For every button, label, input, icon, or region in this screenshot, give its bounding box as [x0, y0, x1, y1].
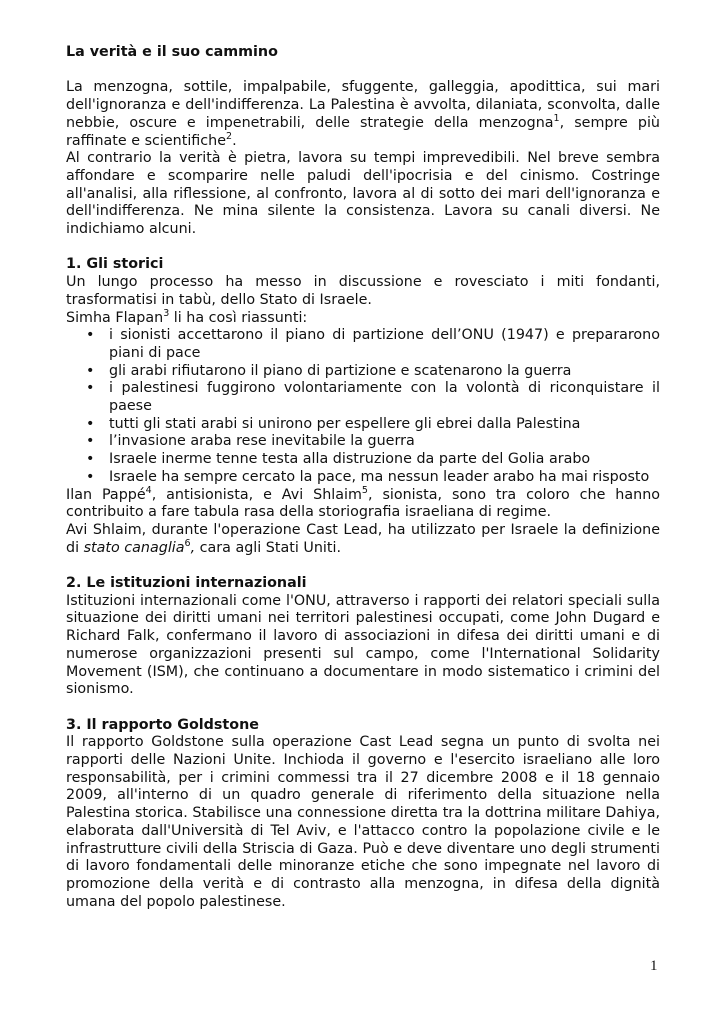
list-item-text: gli arabi rifiutarono il piano di partizione e scatenarono la guerra [109, 362, 572, 379]
section-2-paragraph-1: Istituzioni internazionali come l'ONU, attraverso i rapporti dei relatori speciali sulla situazione dei diritti umani nei territori palestinesi occupati, come John Dugard e Richard Falk, confermano il lavoro di associazioni in difesa dei diritti umani e di numerose organizzazioni presenti sul campo, come l'International Solidarity Movement (ISM), che continuano a documentare in modo sistematico i crimini del sionismo. [66, 592, 660, 698]
list-item [66, 363, 660, 381]
intro-paragraph-2: Al contrario la verità è pietra, lavora su tempi imprevedibili. Nel breve sembra affondare e scomparire nelle paludi dell'ipocrisia e del cinismo. Costringe all'analisi, alla riflessione, al confronto, lavora al di sotto dei mari dell'ignoranza e dell'indifferenza. Ne mina silente la consistenza. Lavora su canali diversi. Ne indichiamo alcuni. [66, 150, 660, 238]
section-1-paragraph-1: Un lungo processo ha messo in discussione e rovesciato i miti fondanti, trasformatisi in tabù, dello Stato di Israele. [66, 274, 660, 308]
stato-canaglia-emphasis: stato canaglia [83, 539, 185, 556]
list-item-text: tutti gli stati arabi si unirono per espellere gli ebrei dalla Palestina [109, 415, 581, 432]
list-item [66, 380, 660, 415]
footnote-ref-5[interactable]: 5 [361, 484, 368, 496]
footnote-ref-3[interactable]: 3 [163, 307, 170, 319]
bullet-icon: • [86, 362, 95, 379]
bullet-icon: • [86, 380, 95, 397]
list-item-text: Israele inerme tenne testa alla distruzione da parte del Golia arabo [109, 451, 591, 468]
footnote-ref-6[interactable]: 6 [184, 537, 191, 549]
document-title: La verità e il suo cammino [66, 44, 278, 60]
intro-text-a: La menzogna, sottile, impalpabile, sfuggente, galleggia, apodittica, sui mari dell'ignoranza e dell'indifferenza. La Palestina è avvolta, dilaniata, sconvolta, dalle nebbie, oscure e impenetrabili, delle strategie della menzogna [66, 79, 660, 131]
list-item-text: l’invasione araba rese inevitabile la guerra [109, 433, 415, 450]
bullet-icon: • [86, 327, 95, 344]
author-pappe: Ilan Pappé [66, 486, 146, 503]
bullet-icon: • [86, 415, 95, 432]
list-item-text: i sionisti accettarono il piano di partizione dell’ONU (1947) e prepararono piani di pace [109, 327, 660, 361]
section-1-paragraph-2 [66, 307, 660, 328]
list-item [66, 451, 660, 469]
section-1-paragraph-4 [66, 522, 660, 557]
list-item [66, 416, 660, 434]
footnote-ref-2[interactable]: 2 [226, 130, 233, 142]
bullet-icon: • [86, 433, 95, 450]
list-item [66, 469, 660, 487]
bullet-icon: • [86, 468, 95, 485]
list-item-text: Israele ha sempre cercato la pace, ma nessun leader arabo ha mai risposto [109, 468, 650, 485]
shlaim-text-b: cara agli Stati Uniti. [195, 539, 341, 556]
emphasis-comma: , [190, 539, 196, 556]
section-2-heading: 2. Le istituzioni internazionali [66, 575, 307, 592]
document-page [66, 44, 660, 911]
section-3-paragraph-1: Il rapporto Goldstone sulla operazione Cast Lead segna un punto di svolta nei rapporti delle Nazioni Unite. Inchioda il governo e l'esercito israeliano alle loro responsabilità, per i crimini commessi tra il 27 dicembre 2008 e il 18 gennaio 2009, all'interno di un quadro generale di riferimento della situazione nella Palestina storica. Stabilisce una connessione diretta tra la dottrina militare Dahiya, elaborata dall'Università di Tel Aviv, e l'attacco contro la popolazione civile e le infrastrutture civili della Striscia di Gaza. Può e deve diventare uno degli strumenti di lavoro fondamentali delle minoranze etiche che sono impegnate nel lavoro di promozione della verità e di contrasto alla menzogna, in difesa della dignità umana del popolo palestinese. [66, 734, 660, 910]
page-number: 1 [650, 958, 658, 974]
intro-text-c: . [232, 132, 237, 149]
list-item-text: i palestinesi fuggirono volontariamente con la volontà di riconquistare il paese [109, 380, 660, 415]
section-1-heading: 1. Gli storici [66, 256, 164, 273]
footnote-ref-1[interactable]: 1 [553, 112, 560, 124]
footnote-ref-4[interactable]: 4 [145, 484, 152, 496]
bullet-icon: • [86, 451, 95, 468]
author-shlaim: , antisionista, e Avi Shlaim [151, 486, 362, 503]
author-flapan: Simha Flapan [66, 309, 164, 326]
myths-list [66, 327, 660, 486]
list-item [66, 327, 660, 362]
historians-text: , sionista, sono tra coloro che hanno contribuito a fare tabula rasa della storiografia israeliana di regime. [66, 486, 660, 521]
list-item [66, 433, 660, 451]
section-1-paragraph-3 [66, 484, 660, 522]
intro-paragraph-1 [66, 79, 660, 150]
shlaim-text-a: Avi Shlaim, durante l'operazione Cast Lead, ha utilizzato per Israele la definizione di [66, 521, 660, 556]
intro-text-b: , sempre più raffinate e scientifiche [66, 114, 660, 149]
flapan-text: li ha così riassunti: [169, 309, 308, 326]
section-3-heading: 3. Il rapporto Goldstone [66, 716, 259, 733]
